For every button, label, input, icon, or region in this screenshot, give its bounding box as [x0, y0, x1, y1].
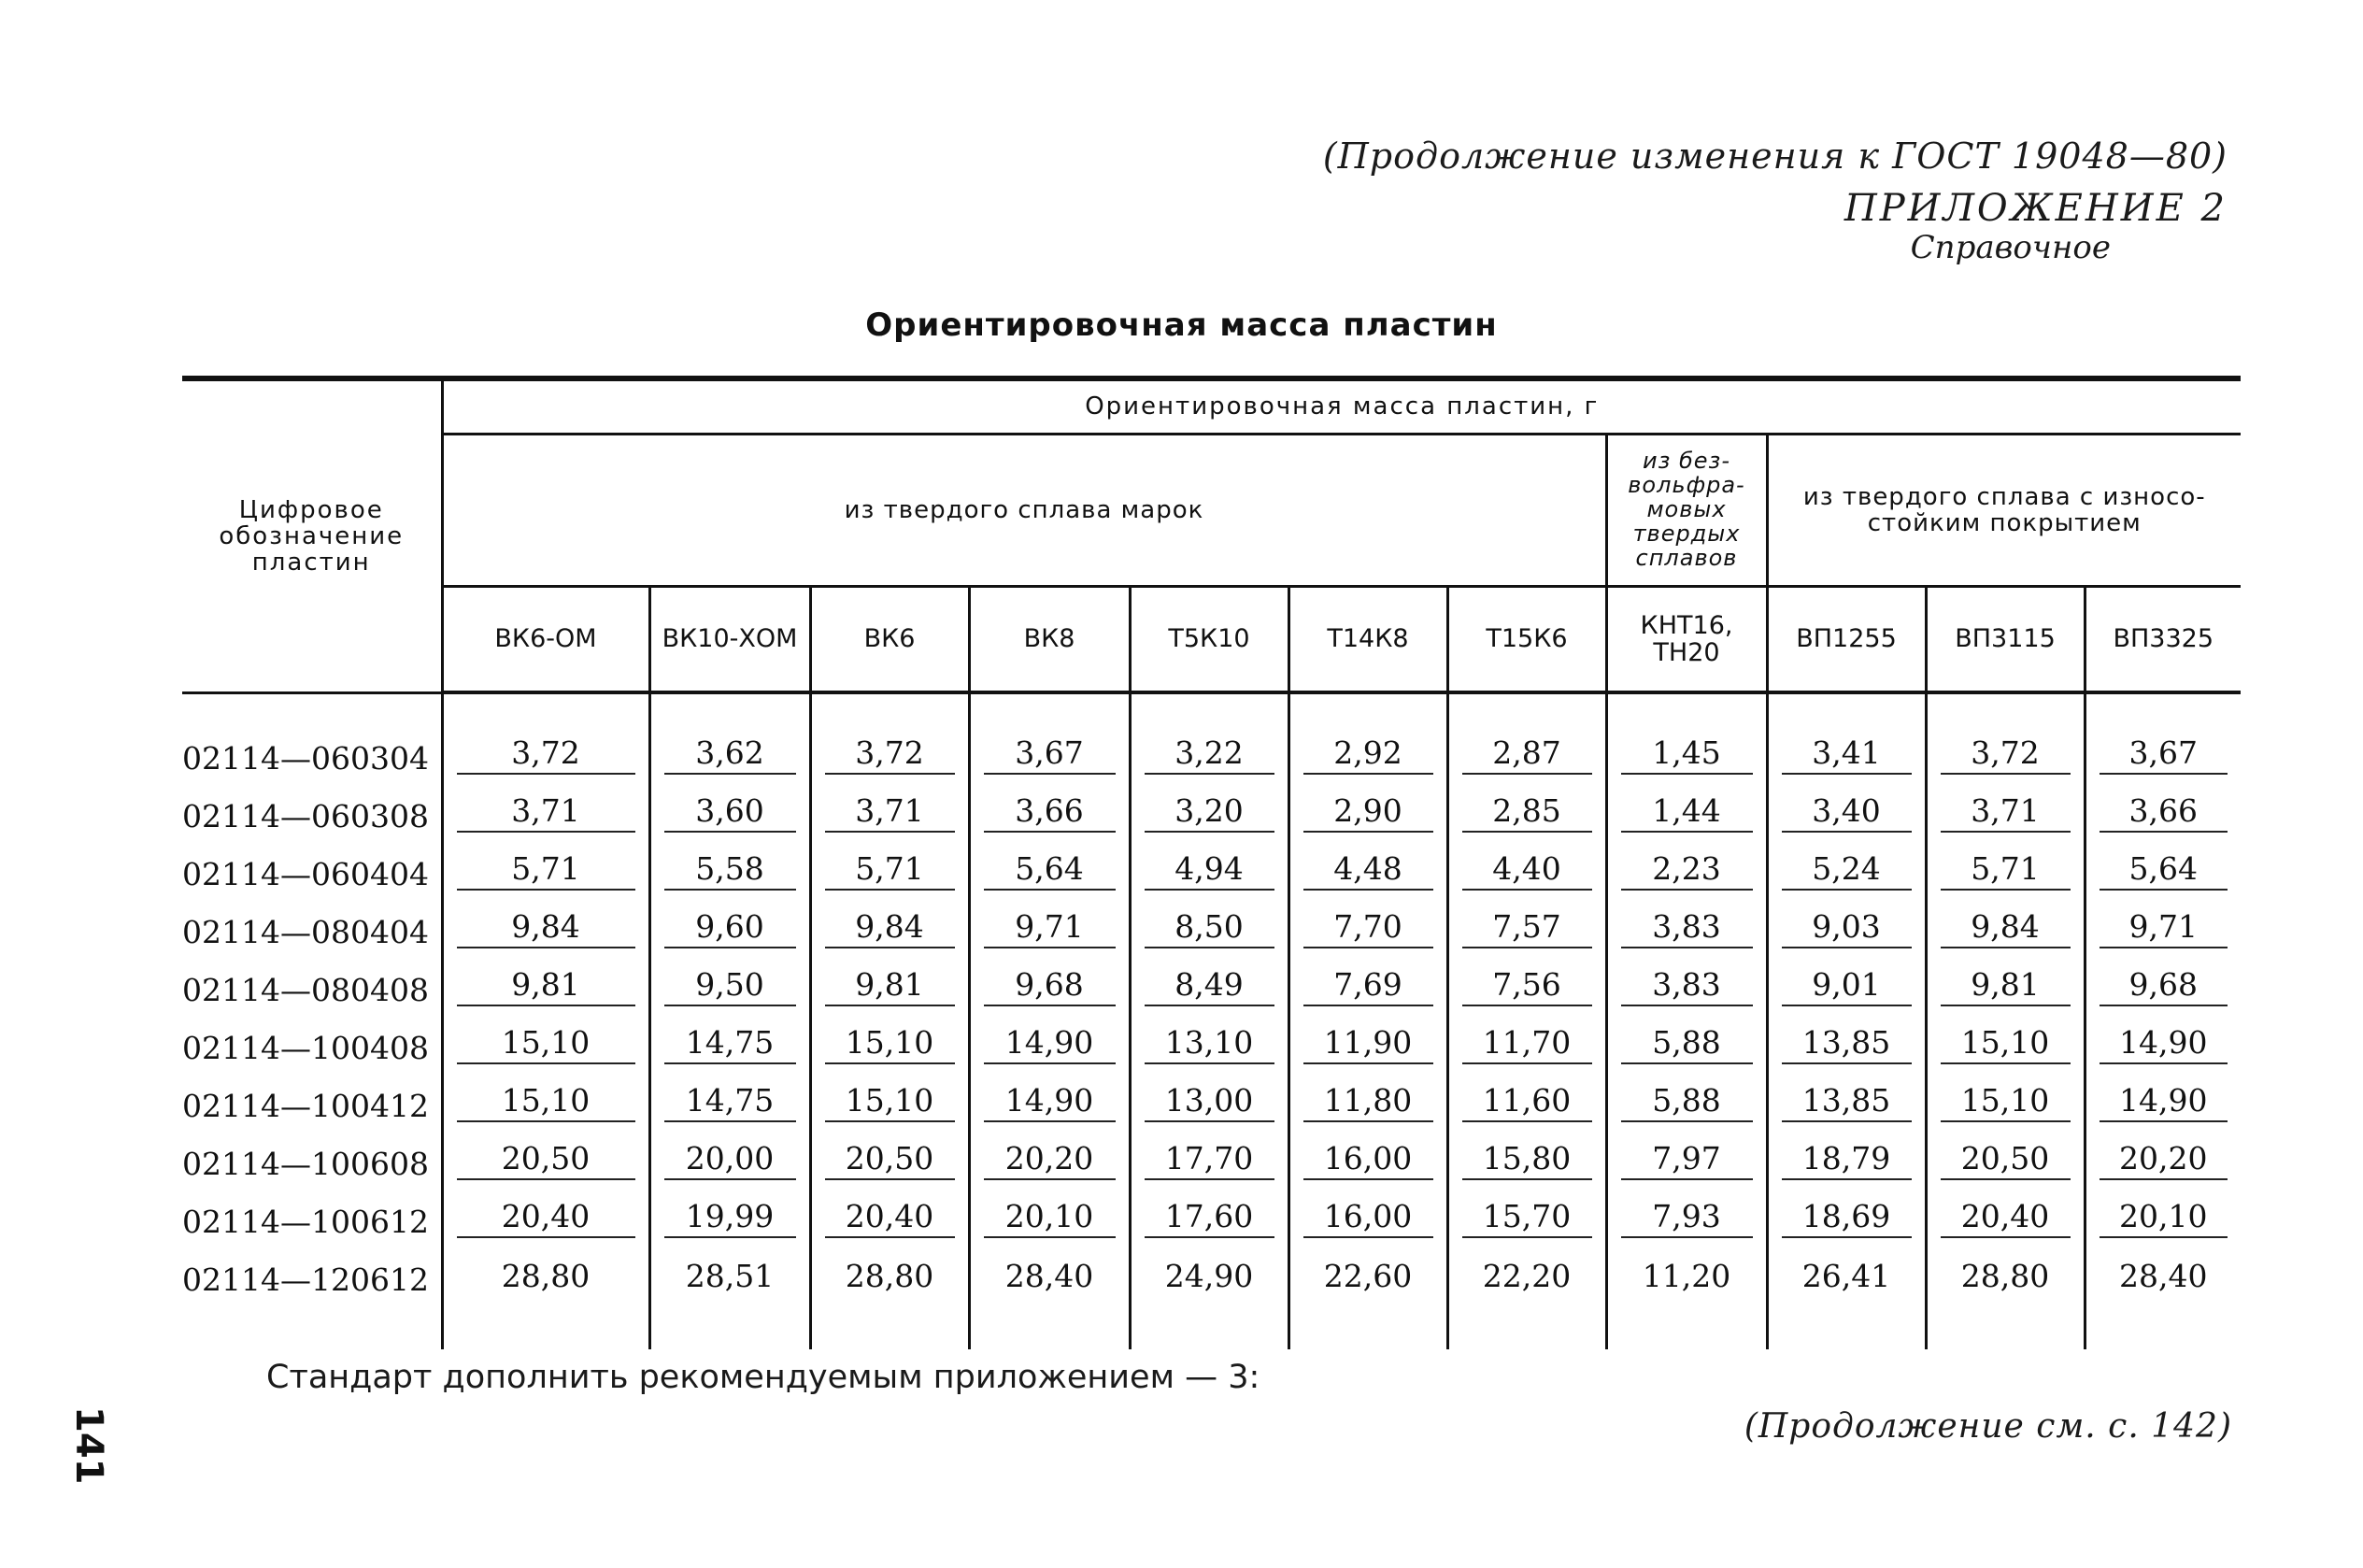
spacer-cell — [1767, 1298, 1926, 1349]
plate-designation: 02114—100608 — [182, 1124, 442, 1182]
spacer-cell — [649, 1298, 810, 1349]
mass-value: 5,64 — [984, 850, 1116, 891]
mass-value: 11,70 — [1462, 1024, 1592, 1064]
appendix-type: Справочное — [1910, 229, 2111, 266]
mass-value: 5,88 — [1621, 1082, 1753, 1122]
appendix-title: ПРИЛОЖЕНИЕ 2 — [1843, 187, 2228, 230]
mass-value: 11,90 — [1303, 1024, 1433, 1064]
mass-cell — [969, 1182, 1130, 1240]
mass-value: 9,81 — [457, 966, 635, 1006]
mass-cell — [1130, 1240, 1288, 1298]
mass-cell — [442, 1008, 649, 1066]
mass-cell — [649, 834, 810, 892]
mass-cell — [649, 1066, 810, 1124]
mass-cell — [1926, 1124, 2085, 1182]
mass-cell — [810, 1182, 969, 1240]
spacer-cell — [1606, 1298, 1767, 1349]
table-row — [182, 1124, 2241, 1182]
mass-value: 15,10 — [457, 1082, 635, 1122]
mass-cell — [1606, 950, 1767, 1008]
mass-cell — [1447, 950, 1606, 1008]
group-coated-header: из твердого сплава с износо-стойким покрытием — [1767, 435, 2241, 587]
mass-value: 3,72 — [457, 734, 635, 775]
mass-value: 9,60 — [664, 908, 796, 948]
mass-value: 20,40 — [1941, 1198, 2071, 1238]
mass-cell — [1606, 892, 1767, 950]
mass-value: 28,80 — [1960, 1258, 2050, 1294]
mass-value: 20,20 — [2100, 1140, 2228, 1180]
column-header: ВК6 — [810, 587, 969, 693]
mass-value: 24,90 — [1164, 1258, 1254, 1294]
mass-cell — [1447, 1066, 1606, 1124]
plate-designation: 02114—080408 — [182, 950, 442, 1008]
mass-value: 3,62 — [664, 734, 796, 775]
mass-value: 9,68 — [984, 966, 1116, 1006]
mass-value: 17,60 — [1145, 1198, 1274, 1238]
mass-value: 3,71 — [457, 792, 635, 833]
plate-designation: 02114—060304 — [182, 692, 442, 777]
mass-value: 9,68 — [2100, 966, 2228, 1006]
mass-cell — [2085, 834, 2241, 892]
mass-value: 9,01 — [1782, 966, 1912, 1006]
table-row — [182, 950, 2241, 1008]
mass-value: 13,00 — [1145, 1082, 1274, 1122]
mass-cell — [442, 892, 649, 950]
mass-cell — [1606, 1066, 1767, 1124]
mass-cell — [2085, 1008, 2241, 1066]
mass-cell — [1767, 950, 1926, 1008]
mass-cell — [1288, 1066, 1447, 1124]
mass-cell — [1447, 1124, 1606, 1182]
mass-value: 9,84 — [825, 908, 955, 948]
mass-cell — [649, 692, 810, 777]
mass-value: 28,51 — [685, 1258, 775, 1294]
mass-cell — [1130, 692, 1288, 777]
mass-cell — [1926, 950, 2085, 1008]
mass-cell — [442, 777, 649, 834]
mass-value: 7,70 — [1303, 908, 1433, 948]
table-row — [182, 1008, 2241, 1066]
mass-cell — [1606, 777, 1767, 834]
mass-value: 15,10 — [1941, 1024, 2071, 1064]
table-row — [182, 1066, 2241, 1124]
mass-cell — [2085, 692, 2241, 777]
mass-value: 20,50 — [1941, 1140, 2071, 1180]
mass-cell — [1130, 1008, 1288, 1066]
footnote-text: Стандарт дополнить рекомендуемым приложением — 3: — [266, 1359, 1260, 1396]
mass-value: 18,79 — [1782, 1140, 1912, 1180]
mass-cell — [969, 1124, 1130, 1182]
mass-value: 7,97 — [1621, 1140, 1753, 1180]
mass-cell — [1926, 1182, 2085, 1240]
mass-value: 14,90 — [984, 1082, 1116, 1122]
column-header: ВП3325 — [2085, 587, 2241, 693]
mass-cell — [2085, 892, 2241, 950]
column-header: Т14К8 — [1288, 587, 1447, 693]
mass-cell — [1767, 1008, 1926, 1066]
mass-cell — [649, 1182, 810, 1240]
mass-value: 5,71 — [457, 850, 635, 891]
mass-cell — [1288, 1240, 1447, 1298]
mass-value: 28,80 — [845, 1258, 934, 1294]
mass-value: 5,58 — [664, 850, 796, 891]
spacer-cell — [1447, 1298, 1606, 1349]
mass-cell — [1767, 777, 1926, 834]
mass-value: 7,56 — [1462, 966, 1592, 1006]
mass-value: 20,20 — [984, 1140, 1116, 1180]
mass-value: 13,85 — [1782, 1024, 1912, 1064]
plate-designation: 02114—080404 — [182, 892, 442, 950]
mass-cell — [442, 692, 649, 777]
mass-cell — [1767, 692, 1926, 777]
mass-value: 15,10 — [825, 1024, 955, 1064]
mass-cell — [2085, 950, 2241, 1008]
mass-value: 9,50 — [664, 966, 796, 1006]
mass-value: 11,60 — [1462, 1082, 1592, 1122]
spacer-cell — [1926, 1298, 2085, 1349]
mass-cell — [1130, 950, 1288, 1008]
mass-cell — [810, 1124, 969, 1182]
mass-cell — [1447, 892, 1606, 950]
mass-value: 14,90 — [984, 1024, 1116, 1064]
mass-value: 14,75 — [664, 1024, 796, 1064]
mass-cell — [810, 950, 969, 1008]
mass-value: 20,50 — [825, 1140, 955, 1180]
mass-value: 26,41 — [1801, 1258, 1891, 1294]
mass-value: 3,67 — [2100, 734, 2228, 775]
column-header: КНТ16, ТН20 — [1606, 587, 1767, 693]
mass-cell — [649, 777, 810, 834]
mass-value: 9,84 — [1941, 908, 2071, 948]
mass-cell — [1606, 1008, 1767, 1066]
table-spacer-row — [182, 1298, 2241, 1349]
mass-value: 5,24 — [1782, 850, 1912, 891]
plate-designation: 02114—100612 — [182, 1182, 442, 1240]
mass-cell — [2085, 1182, 2241, 1240]
mass-cell — [1926, 1008, 2085, 1066]
mass-cell — [969, 892, 1130, 950]
mass-cell — [1767, 1240, 1926, 1298]
mass-value: 3,72 — [1941, 734, 2071, 775]
mass-cell — [1447, 777, 1606, 834]
mass-value: 18,69 — [1782, 1198, 1912, 1238]
mass-value: 2,87 — [1462, 734, 1592, 775]
plate-designation: 02114—060404 — [182, 834, 442, 892]
mass-value: 3,67 — [984, 734, 1116, 775]
mass-value: 3,22 — [1145, 734, 1274, 775]
mass-cell — [810, 777, 969, 834]
mass-cell — [1288, 892, 1447, 950]
mass-value: 3,72 — [825, 734, 955, 775]
mass-cell — [1447, 1008, 1606, 1066]
mass-value: 3,20 — [1145, 792, 1274, 833]
mass-value: 2,23 — [1621, 850, 1753, 891]
mass-cell — [969, 777, 1130, 834]
mass-cell — [1926, 1066, 2085, 1124]
mass-value: 15,70 — [1462, 1198, 1592, 1238]
mass-value: 5,64 — [2100, 850, 2228, 891]
mass-value: 2,90 — [1303, 792, 1433, 833]
mass-cell — [442, 1066, 649, 1124]
mass-value: 3,83 — [1621, 966, 1753, 1006]
column-header: ВК6-ОМ — [442, 587, 649, 693]
table-title: Ориентировочная масса пластин — [865, 306, 1498, 344]
table-row — [182, 1182, 2241, 1240]
mass-value: 16,00 — [1303, 1140, 1433, 1180]
mass-value: 1,45 — [1621, 734, 1753, 775]
mass-value: 14,90 — [2100, 1024, 2228, 1064]
mass-value: 20,50 — [457, 1140, 635, 1180]
column-header: ВК10-ХОМ — [649, 587, 810, 693]
mass-cell — [649, 950, 810, 1008]
column-header: Т5К10 — [1130, 587, 1288, 693]
mass-cell — [969, 834, 1130, 892]
mass-value: 9,84 — [457, 908, 635, 948]
mass-cell — [1288, 834, 1447, 892]
mass-value: 11,80 — [1303, 1082, 1433, 1122]
mass-value: 3,41 — [1782, 734, 1912, 775]
mass-value: 22,60 — [1323, 1258, 1413, 1294]
column-header: ВП1255 — [1767, 587, 1926, 693]
mass-value: 20,40 — [457, 1198, 635, 1238]
designation-header: Цифровое обозначение пластин — [182, 378, 442, 692]
spacer-cell — [442, 1298, 649, 1349]
mass-value: 4,94 — [1145, 850, 1274, 891]
mass-cell — [810, 834, 969, 892]
mass-value: 14,90 — [2100, 1082, 2228, 1122]
mass-cell — [810, 892, 969, 950]
mass-cell — [969, 1066, 1130, 1124]
mass-cell — [649, 1240, 810, 1298]
mass-value: 7,69 — [1303, 966, 1433, 1006]
mass-cell — [810, 1066, 969, 1124]
spacer-cell — [969, 1298, 1130, 1349]
mass-cell — [810, 1008, 969, 1066]
plate-designation: 02114—100408 — [182, 1008, 442, 1066]
mass-cell — [1288, 950, 1447, 1008]
column-header: ВП3115 — [1926, 587, 2085, 693]
mass-cell — [1130, 1124, 1288, 1182]
mass-value: 9,71 — [984, 908, 1116, 948]
mass-cell — [1447, 1240, 1606, 1298]
mass-value: 1,44 — [1621, 792, 1753, 833]
mass-cell — [1606, 1182, 1767, 1240]
mass-value: 3,60 — [664, 792, 796, 833]
mass-cell — [442, 1124, 649, 1182]
mass-value: 13,85 — [1782, 1082, 1912, 1122]
mass-cell — [442, 950, 649, 1008]
mass-cell — [969, 1008, 1130, 1066]
mass-cell — [1447, 1182, 1606, 1240]
mass-cell — [1926, 777, 2085, 834]
mass-cell — [1767, 1124, 1926, 1182]
mass-value: 5,71 — [1941, 850, 2071, 891]
mass-cell — [1926, 1240, 2085, 1298]
mass-cell — [649, 1008, 810, 1066]
group-tungsten-free-header: из без-вольфра-мовых твердых сплавов — [1606, 435, 1767, 587]
mass-value: 22,20 — [1482, 1258, 1572, 1294]
mass-value: 16,00 — [1303, 1198, 1433, 1238]
plate-designation: 02114—120612 — [182, 1240, 442, 1298]
mass-cell — [1767, 892, 1926, 950]
mass-value: 11,20 — [1642, 1258, 1731, 1294]
mass-cell — [442, 834, 649, 892]
mass-cell — [969, 692, 1130, 777]
mass-cell — [1606, 1124, 1767, 1182]
mass-value: 3,71 — [1941, 792, 2071, 833]
mass-header: Ориентировочная масса пластин, г — [442, 378, 2241, 435]
page-number: 141 — [67, 1406, 110, 1485]
continuation-header: (Продолжение изменения к ГОСТ 19048—80) — [1322, 135, 2228, 177]
group-hard-alloy-header: из твердого сплава марок — [442, 435, 1606, 587]
table-row — [182, 1240, 2241, 1298]
mass-cell — [969, 950, 1130, 1008]
mass-value: 19,99 — [664, 1198, 796, 1238]
mass-cell — [1926, 892, 2085, 950]
continued-note: (Продолжение см. с. 142) — [1744, 1407, 2232, 1446]
mass-value: 5,88 — [1621, 1024, 1753, 1064]
mass-cell — [2085, 1240, 2241, 1298]
spacer-cell — [182, 1298, 442, 1349]
mass-value: 20,10 — [984, 1198, 1116, 1238]
mass-value: 17,70 — [1145, 1140, 1274, 1180]
mass-value: 15,10 — [1941, 1082, 2071, 1122]
table-row — [182, 777, 2241, 834]
mass-value: 3,66 — [984, 792, 1116, 833]
mass-cell — [1926, 692, 2085, 777]
mass-value: 2,92 — [1303, 734, 1433, 775]
mass-cell — [1767, 1182, 1926, 1240]
mass-cell — [442, 1182, 649, 1240]
mass-cell — [1288, 692, 1447, 777]
mass-cell — [649, 1124, 810, 1182]
mass-value: 4,40 — [1462, 850, 1592, 891]
mass-cell — [1288, 1124, 1447, 1182]
mass-cell — [1767, 834, 1926, 892]
mass-cell — [1130, 834, 1288, 892]
mass-cell — [1606, 834, 1767, 892]
mass-value: 15,10 — [457, 1024, 635, 1064]
mass-value: 7,57 — [1462, 908, 1592, 948]
mass-value: 4,48 — [1303, 850, 1433, 891]
mass-value: 2,85 — [1462, 792, 1592, 833]
mass-cell — [969, 1240, 1130, 1298]
mass-value: 8,50 — [1145, 908, 1274, 948]
mass-value: 9,81 — [825, 966, 955, 1006]
column-header: Т15К6 — [1447, 587, 1606, 693]
mass-cell — [1288, 1008, 1447, 1066]
mass-cell — [1447, 692, 1606, 777]
mass-cell — [1288, 777, 1447, 834]
spacer-cell — [2085, 1298, 2241, 1349]
mass-value: 7,93 — [1621, 1198, 1753, 1238]
mass-cell — [1130, 892, 1288, 950]
mass-cell — [810, 1240, 969, 1298]
mass-value: 3,83 — [1621, 908, 1753, 948]
mass-cell — [1767, 1066, 1926, 1124]
spacer-cell — [810, 1298, 969, 1349]
mass-value: 20,10 — [2100, 1198, 2228, 1238]
mass-cell — [1130, 1066, 1288, 1124]
mass-cell — [1130, 777, 1288, 834]
mass-value: 9,03 — [1782, 908, 1912, 948]
plate-designation: 02114—060308 — [182, 777, 442, 834]
mass-cell — [442, 1240, 649, 1298]
mass-cell — [1606, 1240, 1767, 1298]
mass-cell — [1288, 1182, 1447, 1240]
mass-value: 20,40 — [825, 1198, 955, 1238]
spacer-cell — [1130, 1298, 1288, 1349]
spacer-cell — [1288, 1298, 1447, 1349]
table-row — [182, 892, 2241, 950]
mass-value: 28,40 — [1004, 1258, 1094, 1294]
mass-value: 28,40 — [2119, 1258, 2208, 1294]
mass-value: 13,10 — [1145, 1024, 1274, 1064]
mass-cell — [2085, 777, 2241, 834]
mass-cell — [649, 892, 810, 950]
mass-cell — [1447, 834, 1606, 892]
mass-value: 15,10 — [825, 1082, 955, 1122]
mass-value: 9,71 — [2100, 908, 2228, 948]
mass-value: 3,40 — [1782, 792, 1912, 833]
mass-cell — [810, 692, 969, 777]
plate-designation: 02114—100412 — [182, 1066, 442, 1124]
mass-cell — [1926, 834, 2085, 892]
mass-cell — [2085, 1066, 2241, 1124]
column-header: ВК8 — [969, 587, 1130, 693]
mass-value: 5,71 — [825, 850, 955, 891]
plate-mass-table — [182, 376, 2241, 1349]
mass-value: 28,80 — [501, 1258, 591, 1294]
mass-value: 8,49 — [1145, 966, 1274, 1006]
mass-cell — [1606, 692, 1767, 777]
table-row — [182, 692, 2241, 777]
mass-value: 20,00 — [664, 1140, 796, 1180]
mass-cell — [1130, 1182, 1288, 1240]
table-row — [182, 834, 2241, 892]
mass-value: 14,75 — [664, 1082, 796, 1122]
mass-value: 15,80 — [1462, 1140, 1592, 1180]
mass-value: 9,81 — [1941, 966, 2071, 1006]
mass-cell — [2085, 1124, 2241, 1182]
mass-value: 3,71 — [825, 792, 955, 833]
mass-value: 3,66 — [2100, 792, 2228, 833]
